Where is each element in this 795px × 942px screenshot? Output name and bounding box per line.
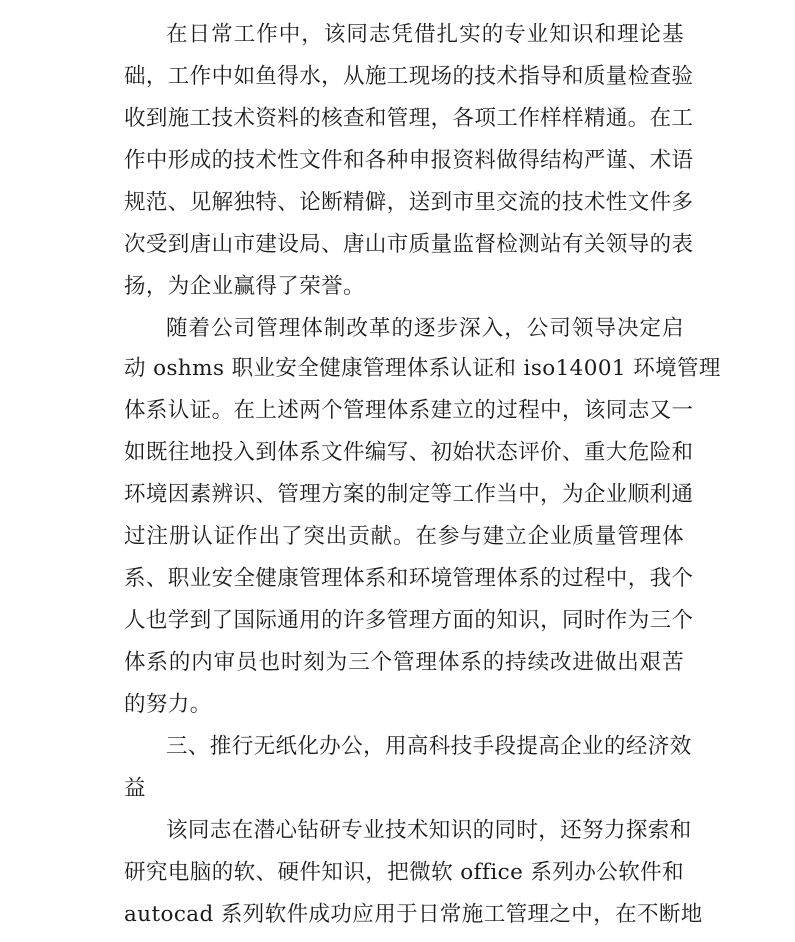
paragraph-line: 作中形成的技术性文件和各种申报资料做得结构严谨、术语: [124, 148, 694, 173]
paragraph-line: 环境因素辨识、管理方案的制定等工作当中，为企业顺利通: [124, 482, 694, 507]
paragraph-line: 收到施工技术资料的核查和管理，各项工作样样精通。在工: [124, 106, 694, 131]
paragraph-line: 随着公司管理体制改革的逐步深入，公司领导决定启: [166, 316, 684, 341]
section-heading-line: 三、推行无纸化办公，用高科技手段提高企业的经济效: [166, 734, 692, 759]
paragraph-line: 础，工作中如鱼得水，从施工现场的技术指导和质量检查验: [124, 64, 694, 89]
paragraph-line: 体系的内审员也时刻为三个管理体系的持续改进做出艰苦: [124, 650, 684, 675]
paragraph-line: 研究电脑的软、硬件知识，把微软 office 系列办公软件和: [124, 860, 684, 885]
section-heading-line: 益: [124, 776, 146, 801]
paragraph-line: 的努力。: [124, 692, 212, 717]
paragraph-line: autocad 系列软件成功应用于日常施工管理之中，在不断地: [124, 902, 703, 927]
paragraph-line: 该同志在潜心钻研专业技术知识的同时，还努力探索和: [166, 818, 692, 843]
paragraph-line: 如既往地投入到体系文件编写、初始状态评价、重大危险和: [124, 440, 694, 465]
paragraph-line: 人也学到了国际通用的许多管理方面的知识，同时作为三个: [124, 608, 694, 633]
paragraph-line: 系、职业安全健康管理体系和环境管理体系的过程中，我个: [124, 566, 694, 591]
paragraph-line: 扬，为企业赢得了荣誉。: [124, 274, 365, 299]
paragraph-line: 在日常工作中，该同志凭借扎实的专业知识和理论基: [166, 22, 684, 47]
paragraph-line: 规范、见解独特、论断精僻，送到市里交流的技术性文件多: [124, 190, 694, 215]
paragraph-line: 过注册认证作出了突出贡献。在参与建立企业质量管理体: [124, 524, 684, 549]
paragraph-line: 体系认证。在上述两个管理体系建立的过程中，该同志又一: [124, 398, 694, 423]
paragraph-line: 次受到唐山市建设局、唐山市质量监督检测站有关领导的表: [124, 232, 694, 257]
paragraph-line: 动 oshms 职业安全健康管理体系认证和 iso14001 环境管理: [124, 356, 721, 381]
